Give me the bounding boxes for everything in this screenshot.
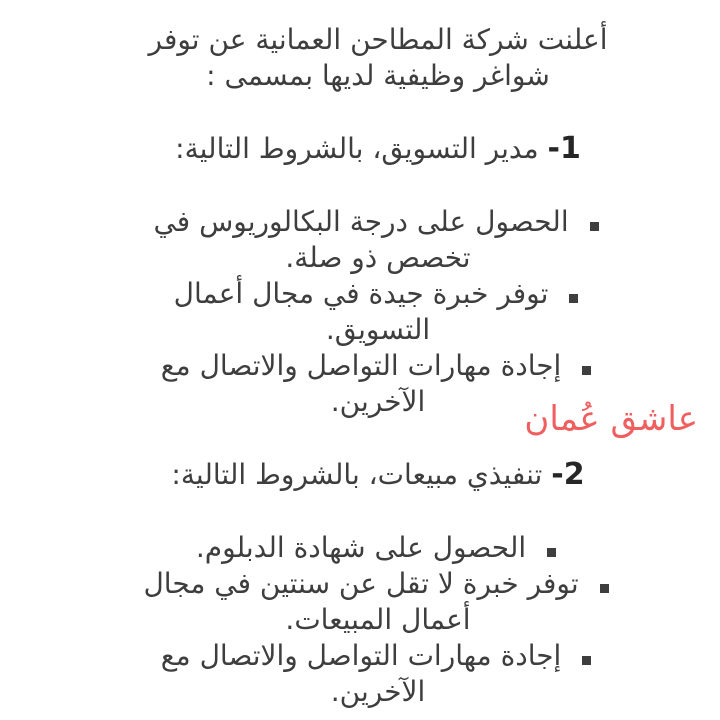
section2-heading xyxy=(36,457,720,493)
list-item-line xyxy=(36,566,720,602)
list-item-line xyxy=(36,348,720,384)
list-item-line xyxy=(36,638,720,674)
list-item-text: إجادة مهارات التواصل والاتصال مع xyxy=(160,639,562,672)
section2-number: 2- xyxy=(551,457,585,492)
section1-heading xyxy=(36,131,720,167)
list-item-text: توفر خبرة جيدة في مجال أعمال xyxy=(173,277,549,310)
list-item-line xyxy=(36,204,720,240)
intro-paragraph xyxy=(36,22,720,94)
section1-number: 1- xyxy=(547,131,581,166)
bullet-square-icon xyxy=(547,548,556,557)
list-item-line xyxy=(36,276,720,312)
bullet-square-icon xyxy=(600,584,609,593)
section2-title: تنفيذي مبيعات، بالشروط التالية: xyxy=(171,458,543,491)
section1-bullet-list xyxy=(36,204,720,420)
bullet-square-icon xyxy=(582,656,591,665)
list-item-line xyxy=(36,530,720,566)
list-item-text: الحصول على شهادة الدبلوم. xyxy=(195,531,527,564)
blank-line xyxy=(36,493,720,530)
list-item-text: إجادة مهارات التواصل والاتصال مع xyxy=(160,349,562,382)
section1-title: مدير التسويق، بالشروط التالية: xyxy=(175,132,539,165)
watermark-text: عاشق عُمان xyxy=(524,399,698,439)
blank-line xyxy=(36,167,720,204)
list-item-text: توفر خبرة لا تقل عن سنتين في مجال xyxy=(143,567,579,600)
announcement-text-column xyxy=(36,0,720,710)
bullet-square-icon xyxy=(590,222,599,231)
blank-line xyxy=(36,94,720,131)
intro-line-2: شواغر وظيفية لديها بمسمى : xyxy=(206,59,550,92)
list-item-text: الحصول على درجة البكالوريوس في xyxy=(153,205,569,238)
section2-bullet-list xyxy=(36,530,720,710)
intro-line-1: أعلنت شركة المطاحن العمانية عن توفر xyxy=(148,23,608,56)
list-item-line: التسويق. xyxy=(325,313,431,346)
list-item-line: الآخرين. xyxy=(330,675,426,708)
list-item-line: الآخرين. xyxy=(330,385,426,418)
bullet-square-icon xyxy=(569,294,578,303)
list-item-line: أعمال المبيعات. xyxy=(285,603,471,636)
bullet-square-icon xyxy=(582,366,591,375)
list-item-line: تخصص ذو صلة. xyxy=(285,241,471,274)
